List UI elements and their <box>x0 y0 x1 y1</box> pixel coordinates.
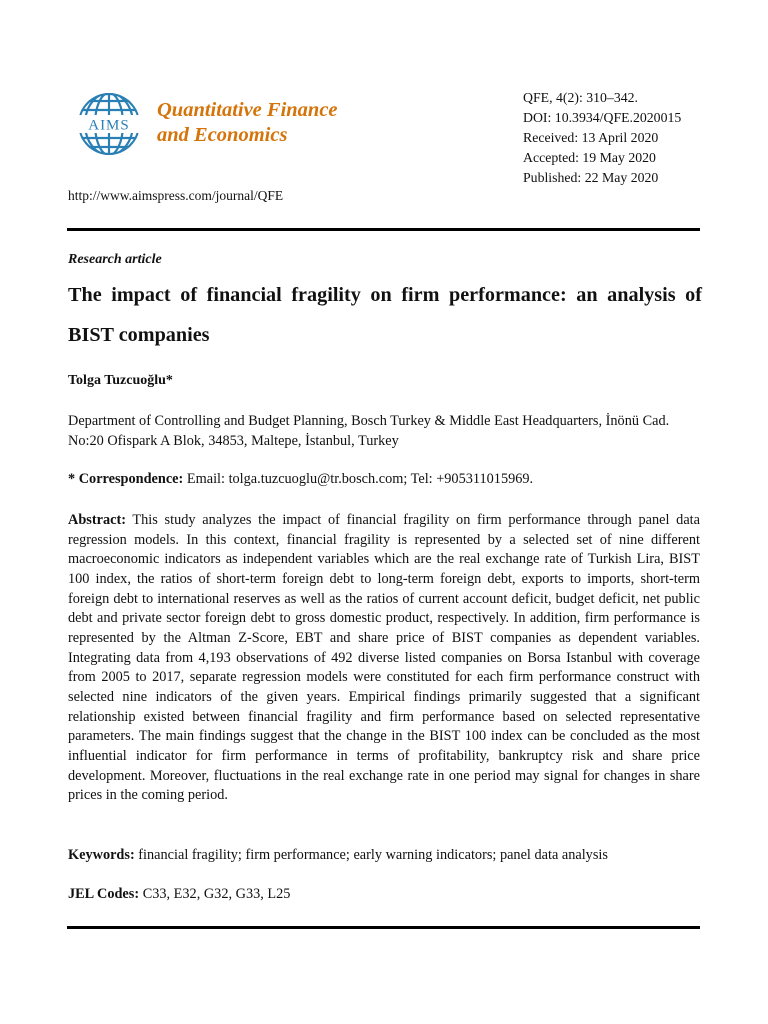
article-metadata <box>523 88 681 188</box>
abstract <box>68 511 700 806</box>
keywords-label: Keywords: <box>68 847 135 863</box>
jel-text: C33, E32, G32, G33, L25 <box>142 886 291 902</box>
published-date: Published: 22 May 2020 <box>523 170 659 185</box>
citation: QFE, 4(2): 310–342. <box>523 90 638 105</box>
aims-globe-logo-icon <box>73 91 145 157</box>
article-title: The impact of financial fragility on firm performance: an analysis of BIST companies <box>68 284 702 346</box>
received-date: Received: 13 April 2020 <box>523 130 659 145</box>
logo-text: AIMS <box>88 117 130 134</box>
jel-codes <box>68 886 290 903</box>
abstract-label: Abstract: <box>68 512 126 528</box>
correspondence-label: * Correspondence: <box>68 471 184 487</box>
keywords <box>68 847 608 864</box>
affiliation: Department of Controlling and Budget Planning, Bosch Turkey & Middle East Headquarters, İnönü Cad. No:20 Ofispark A Blok, 34853, Maltepe, İstanbul, Turkey <box>68 413 670 449</box>
abstract-text: This study analyzes the impact of financial fragility on firm performance through panel data regression models. In this context, financial fragility is represented by a selected set of nine different macroeconomic indicators as independent variables which are the real exchange rate of Turkish Lira, BIST 100 index, the ratios of short-term foreign debt to long-term foreign debt, exports to imports, short-term foreign debt to international reserves as well as the ratios of current account deficit, budget deficit, net public debt and private sector foreign debt to gross domestic product, respectively. In addition, firm performance is represented by the Altman Z-Score, EBT and share price of BIST companies as dependent variables. Integrating data from 4,193 observations of 492 diverse listed companies on Borsa Istanbul with coverage from 2005 to 2017, separate regression models were constituted for each firm performance construct with selected nine indicators of the given years. Empirical findings primarily suggested that a significant relationship existed between financial fragility and firm performance based on selected representative parameters. The main findings suggest that the change in the BIST 100 index can be concluded as the most influential indicator for firm performance in terms of profitability, bankruptcy risk and share price development. Moreover, fluctuations in the real exchange rate in one period may signal for changes in share prices in the coming period. <box>68 512 700 804</box>
keywords-text: financial fragility; firm performance; early warning indicators; panel data analysis <box>138 847 608 863</box>
author-name: Tolga Tuzcuoğlu* <box>68 373 173 388</box>
correspondence <box>68 471 533 488</box>
jel-label: JEL Codes: <box>68 886 140 902</box>
journal-title-line2: and Economics <box>157 124 288 146</box>
journal-url-link[interactable]: http://www.aimspress.com/journal/QFE <box>68 188 284 203</box>
journal-title <box>157 98 338 148</box>
bottom-divider <box>67 926 700 929</box>
journal-title-line1: Quantitative Finance <box>157 99 338 121</box>
doi: DOI: 10.3934/QFE.2020015 <box>523 110 682 125</box>
correspondence-text: Email: tolga.tuzcuoglu@tr.bosch.com; Tel: +905311015969. <box>186 471 534 487</box>
accepted-date: Accepted: 19 May 2020 <box>523 150 656 165</box>
article-type: Research article <box>68 252 162 267</box>
top-divider <box>67 228 700 231</box>
